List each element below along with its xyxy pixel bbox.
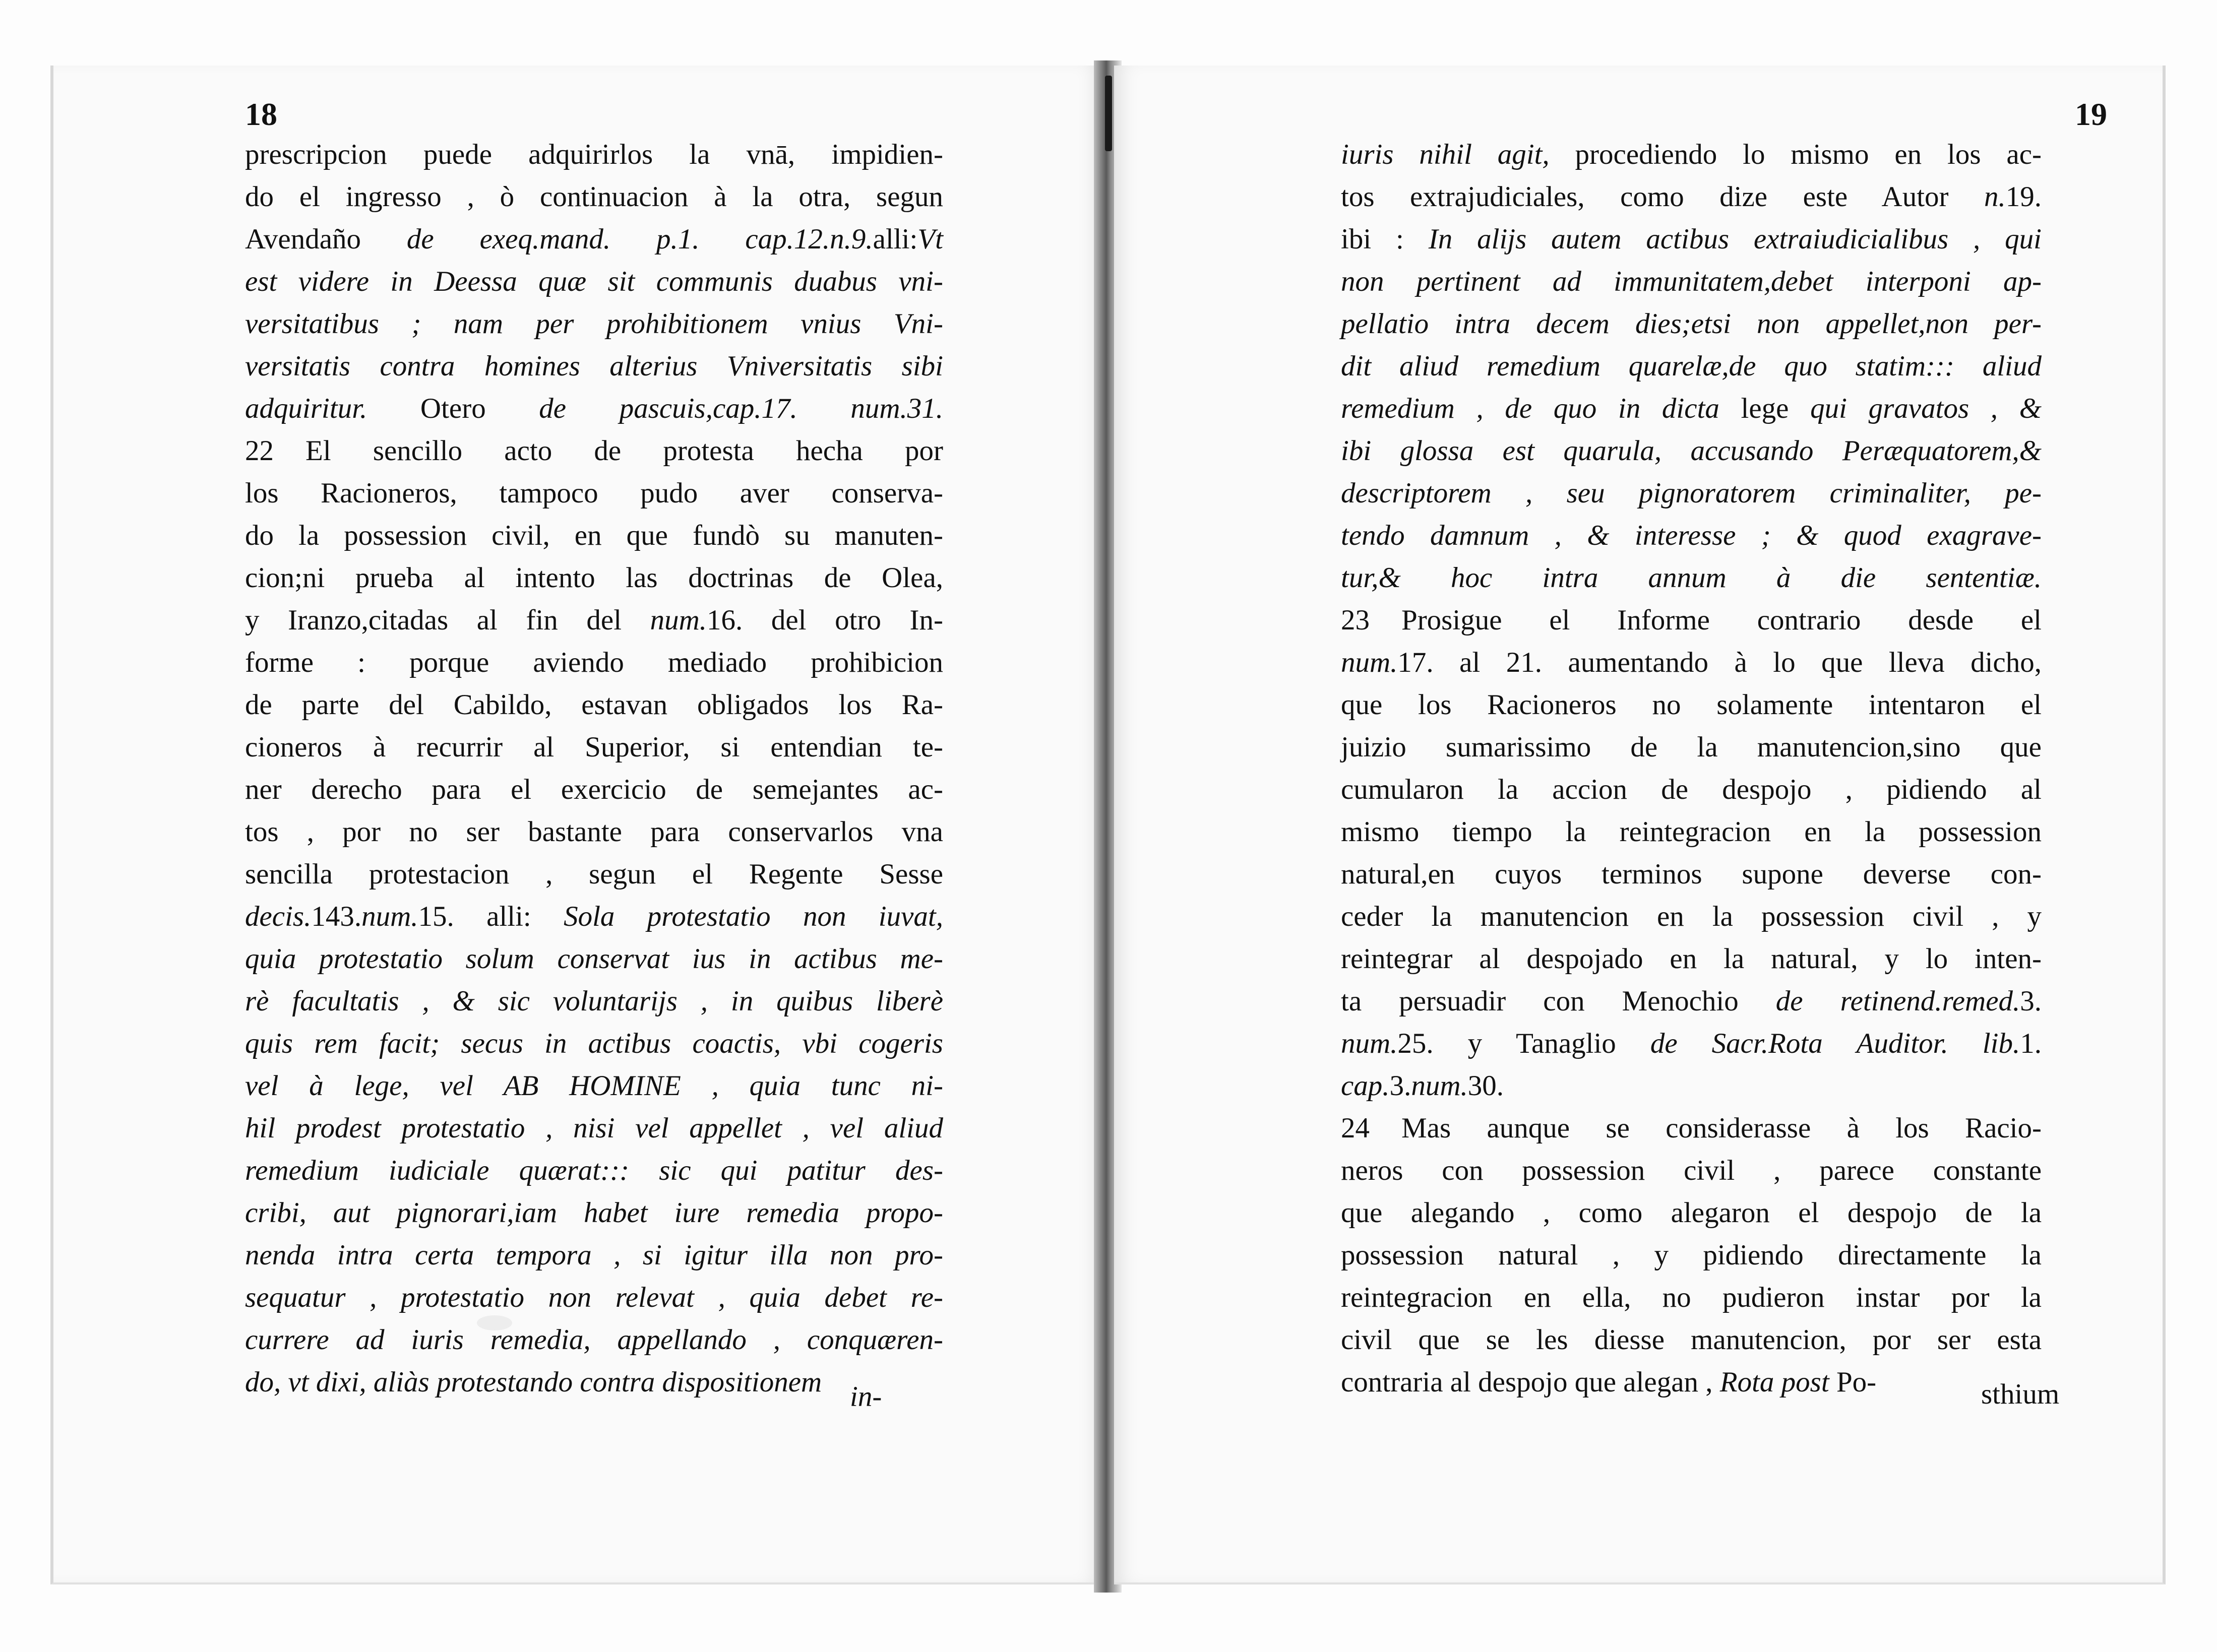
text-run: ta persuadir con Menochio	[1341, 985, 1776, 1017]
text-run: remedium , de quo in dicta	[1341, 393, 1719, 424]
text-run: Avendaño	[245, 223, 407, 255]
text-line	[245, 261, 943, 303]
text-run: lege	[1719, 393, 1811, 424]
text-line	[1341, 1107, 2042, 1150]
text-run: ibi :	[1341, 223, 1429, 255]
text-run: 143.	[311, 901, 362, 932]
text-run: cioneros à recurrir al Superior, si entendian te-	[245, 731, 943, 763]
text-line	[245, 345, 943, 388]
text-run: 19.	[2005, 181, 2042, 213]
text-line	[245, 303, 943, 345]
right-page-text	[1341, 134, 2042, 1404]
text-run: Prosigue el Informe contrario desde el	[1401, 604, 2042, 636]
text-run: num.	[1411, 1070, 1468, 1102]
text-run: reintegracion en ella, no pudieron instar por la	[1341, 1282, 2042, 1313]
text-run: versitatibus ; nam per prohibitionem vnius Vni-	[245, 308, 943, 340]
text-line	[245, 1150, 943, 1192]
text-run: quis rem facit; secus in actibus coactis, vbi cogeris	[245, 1028, 943, 1059]
text-line	[1341, 430, 2042, 472]
text-run: tur,& hoc intra annum à die sententiæ.	[1341, 562, 2042, 594]
text-line	[245, 1065, 943, 1107]
page-number-right: 19	[2075, 96, 2107, 132]
text-run: versitatis contra homines alterius Vniversitatis sibi	[245, 350, 943, 382]
text-line	[1341, 345, 2042, 388]
text-line	[1341, 769, 2042, 811]
text-run: Vt	[917, 223, 943, 255]
text-run: ceder la manutencion en la possession civil , y	[1341, 901, 2042, 932]
text-line	[1341, 388, 2042, 430]
text-run: descriptorem , seu pignoratorem criminaliter, pe-	[1341, 477, 2042, 509]
text-run: qui gravatos , &	[1810, 393, 2042, 424]
text-run: Sola protestatio non iuvat,	[564, 901, 944, 932]
text-run: hil prodest protestatio , nisi vel appellet , vel aliud	[245, 1112, 943, 1144]
text-line	[245, 1023, 943, 1065]
text-run: currere ad iuris remedia, appellando , conquæren-	[245, 1324, 943, 1356]
text-line	[245, 1192, 943, 1234]
text-line	[1341, 599, 2042, 642]
text-run: tos , por no ser bastante para conservarlos vna	[245, 816, 943, 848]
text-run: de pascuis,cap.17. num.31.	[539, 393, 944, 424]
text-run: procediendo lo mismo en los ac-	[1549, 139, 2042, 170]
text-line	[1341, 134, 2042, 176]
text-line	[1341, 1277, 2042, 1319]
text-run: cumularon la accion de despojo , pidiendo al	[1341, 774, 2042, 805]
text-run: 1.	[2020, 1028, 2042, 1059]
text-run: 3.	[2020, 985, 2042, 1017]
text-line	[1341, 938, 2042, 980]
text-run: mismo tiempo la reintegracion en la possession	[1341, 816, 2042, 848]
text-run: num.	[1341, 1028, 1398, 1059]
text-line	[1341, 642, 2042, 684]
page-number-left: 18	[245, 96, 277, 132]
text-line	[245, 557, 943, 599]
text-line	[245, 472, 943, 515]
text-line	[245, 1234, 943, 1277]
text-run: forme : porque aviendo mediado prohibicion	[245, 647, 943, 678]
text-run: est videre in Deessa quæ sit communis duabus vni-	[245, 266, 943, 297]
text-line	[245, 684, 943, 726]
text-line	[1341, 1192, 2042, 1234]
text-run: num.	[361, 901, 418, 932]
text-run: cap.	[1341, 1070, 1390, 1102]
text-run: alli:	[873, 223, 918, 255]
text-run: pellatio intra decem dies;etsi non appellet,non per-	[1341, 308, 2042, 340]
text-run: adquiritur.	[245, 393, 367, 424]
text-run: 3.	[1389, 1070, 1411, 1102]
catchword-left: in-	[850, 1381, 882, 1413]
text-line	[1341, 176, 2042, 218]
text-run: 30.	[1467, 1070, 1504, 1102]
left-page-text	[245, 134, 943, 1404]
text-run: neros con possession civil , parece constante	[1341, 1155, 2042, 1186]
text-run: cribi, aut pignorari,iam habet iure remedia propo-	[245, 1197, 943, 1229]
text-line	[245, 218, 943, 261]
text-line	[1341, 684, 2042, 726]
text-run: Rota post	[1719, 1366, 1829, 1398]
text-run: juizio sumarissimo de la manutencion,sino que	[1341, 731, 2042, 763]
text-run: ibi glossa est quarula, accusando Peræquatorem,&	[1341, 435, 2042, 467]
text-line	[245, 430, 943, 472]
text-run: cion;ni prueba al intento las doctrinas de Olea,	[245, 562, 943, 594]
text-line	[1341, 1065, 2042, 1107]
text-line	[1341, 853, 2042, 896]
text-run: nenda intra certa tempora , si igitur illa non pro-	[245, 1239, 943, 1271]
binding-mark	[1105, 76, 1112, 151]
text-run: tos extrajudiciales, como dize este Autor	[1341, 181, 1984, 213]
text-line	[1341, 1361, 2042, 1404]
text-line	[245, 1107, 943, 1150]
text-run: 25. y Tanaglio	[1397, 1028, 1650, 1059]
text-run: 15. alli:	[418, 901, 564, 932]
text-line	[245, 1361, 943, 1404]
text-run: iuris nihil agit,	[1341, 139, 1550, 170]
text-line	[1341, 261, 2042, 303]
text-line	[1341, 1023, 2042, 1065]
text-line	[1341, 557, 2042, 599]
right-page	[1114, 66, 2166, 1584]
paragraph-number: 23	[1341, 604, 1370, 636]
text-run: 17. al 21. aumentando à lo que lleva dicho,	[1397, 647, 2042, 678]
text-run: tendo damnum , & interesse ; & quod exagrave-	[1341, 520, 2042, 551]
text-run: Otero	[367, 393, 539, 424]
text-run: reintegrar al despojado en la natural, y lo inten-	[1341, 943, 2042, 975]
text-run: que los Racioneros no solamente intentaron el	[1341, 689, 2042, 721]
text-run: sequatur , protestatio non relevat , quia debet re-	[245, 1282, 943, 1313]
text-run: Po-	[1829, 1366, 1877, 1398]
text-run: ner derecho para el exercicio de semejantes ac-	[245, 774, 943, 805]
text-run: 16. del otro In-	[707, 604, 943, 636]
text-line	[245, 938, 943, 980]
text-line	[1341, 303, 2042, 345]
text-line	[1341, 1150, 2042, 1192]
text-line	[245, 642, 943, 684]
text-run: dit aliud remedium quarelæ,de quo statim::: aliud	[1341, 350, 2042, 382]
text-run: decis.	[245, 901, 312, 932]
text-run: num.	[650, 604, 707, 636]
text-line	[1341, 896, 2042, 938]
text-run: rè facultatis , & sic voluntarijs , in quibus liberè	[245, 985, 943, 1017]
paragraph-number: 24	[1341, 1112, 1370, 1144]
text-run: El sencillo acto de protesta hecha por	[305, 435, 943, 467]
text-line	[1341, 1319, 2042, 1361]
text-run: non pertinent ad immunitatem,debet interponi ap-	[1341, 266, 2042, 297]
text-line	[1341, 218, 2042, 261]
text-run: de exeq.mand. p.1. cap.12.n.9.	[406, 223, 873, 255]
text-line	[245, 599, 943, 642]
text-line	[245, 1319, 943, 1361]
text-line	[245, 176, 943, 218]
text-run: Mas aunque se considerasse à los Racio-	[1401, 1112, 2042, 1144]
text-run: de Sacr.Rota Auditor. lib.	[1650, 1028, 2020, 1059]
text-line	[245, 853, 943, 896]
text-line	[245, 811, 943, 853]
text-line	[245, 134, 943, 176]
text-run: vel à lege, vel AB HOMINE , quia tunc ni-	[245, 1070, 943, 1102]
text-line	[1341, 811, 2042, 853]
text-line	[1341, 472, 2042, 515]
text-line	[245, 1277, 943, 1319]
text-run: sencilla protestacion , segun el Regente Sesse	[245, 858, 943, 890]
text-line	[1341, 980, 2042, 1023]
text-run: prescripcion puede adquirirlos la vnā, impidien-	[245, 139, 943, 170]
text-run: do la possession civil, en que fundò su manuten-	[245, 520, 943, 551]
text-run: de parte del Cabildo, estavan obligados los Ra-	[245, 689, 943, 721]
text-line	[245, 388, 943, 430]
text-run: n.	[1984, 181, 2006, 213]
text-run: de retinend.remed.	[1775, 985, 2020, 1017]
ink-smudge	[477, 1315, 512, 1330]
text-line	[245, 896, 943, 938]
text-run: civil que se les diesse manutencion, por ser esta	[1341, 1324, 2042, 1356]
left-page	[50, 66, 1102, 1584]
text-line	[245, 980, 943, 1023]
text-line	[245, 769, 943, 811]
text-run: quia protestatio solum conservat ius in actibus me-	[245, 943, 943, 975]
text-run: In alijs autem actibus extraiudicialibus , qui	[1428, 223, 2042, 255]
text-run: natural,en cuyos terminos supone deverse con-	[1341, 858, 2042, 890]
catchword-right: sthium	[1981, 1378, 2060, 1410]
paragraph-number: 22	[245, 435, 274, 467]
text-run: y Iranzo,citadas al fin del	[245, 604, 650, 636]
text-run: los Racioneros, tampoco pudo aver conserva-	[245, 477, 943, 509]
text-run: que alegando , como alegaron el despojo de la	[1341, 1197, 2042, 1229]
text-run: do el ingresso , ò continuacion à la otra, segun	[245, 181, 943, 213]
text-line	[1341, 726, 2042, 769]
text-run: num.	[1341, 647, 1398, 678]
text-line	[245, 726, 943, 769]
text-line	[245, 515, 943, 557]
text-run: contraria al despojo que alegan ,	[1341, 1366, 1720, 1398]
text-run: remedium iudiciale quærat::: sic qui patitur des-	[245, 1155, 943, 1186]
text-run: possession natural , y pidiendo directamente la	[1341, 1239, 2042, 1271]
text-run: do, vt dixi, aliàs protestando contra dispositionem	[245, 1366, 822, 1398]
text-line	[1341, 1234, 2042, 1277]
text-line	[1341, 515, 2042, 557]
